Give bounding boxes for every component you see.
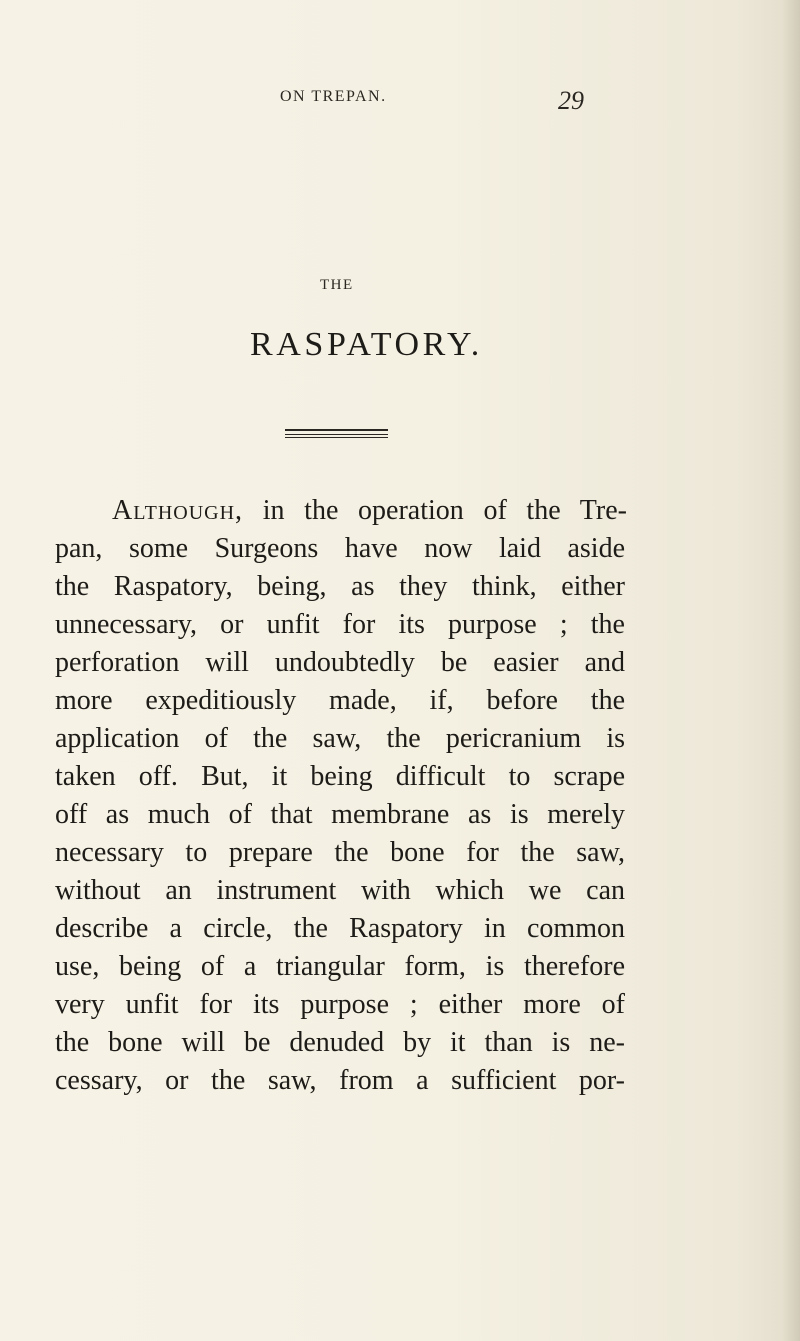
paragraph-line-9: off as much of that membrane as is merely [55,799,625,830]
chapter-title: RASPATORY. [250,326,483,363]
chapter-prefix: THE [320,277,354,293]
running-head: ON TREPAN. [280,88,387,105]
paragraph-line-14: very unfit for its purpose ; either more of [55,989,625,1020]
paragraph-line-7: application of the saw, the pericranium is [55,723,625,754]
paragraph-line-text: in the operation of the Tre- [243,495,627,526]
paragraph-line-2: pan, some Surgeons have now laid aside [55,533,625,564]
paragraph-line-4: unnecessary, or unfit for its purpose ; the [55,609,625,640]
paragraph-line-1 [112,493,627,529]
paragraph-line-3: the Raspatory, being, as they think, either [55,571,625,602]
paragraph-line-12: describe a circle, the Raspatory in common [55,913,625,944]
paragraph-line-16: cessary, or the saw, from a sufficient por- [55,1065,625,1096]
paragraph-line-15: the bone will be denuded by it than is ne- [55,1027,625,1058]
paragraph-line-13: use, being of a triangular form, is therefore [55,951,625,982]
paragraph-line-11: without an instrument with which we can [55,875,625,906]
opening-word: Although, [112,495,244,526]
page-number: 29 [558,86,584,115]
paragraph-line-6: more expeditiously made, if, before the [55,685,625,716]
paragraph-line-5: perforation will undoubtedly be easier and [55,647,625,678]
paragraph-line-8: taken off. But, it being difficult to scrape [55,761,625,792]
paragraph-line-10: necessary to prepare the bone for the saw, [55,837,625,868]
